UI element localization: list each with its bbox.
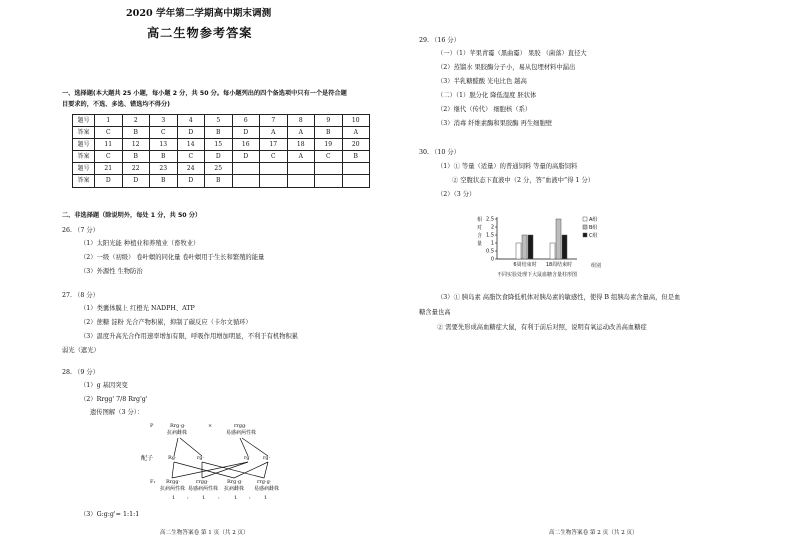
q30-heading: 30. （10 分） <box>419 149 460 156</box>
page1-footer: 高二生物答案卷 第 1 页（共 2 页） <box>160 530 249 536</box>
mcq-cell: 18 <box>287 139 315 151</box>
mcq-table-row <box>73 151 370 163</box>
mcq-cell: 10 <box>342 115 370 127</box>
mcq-row-header: 答案 <box>73 151 95 163</box>
bar-c-2 <box>562 235 567 259</box>
mcq-cell: D <box>232 151 260 163</box>
q27-answer-1: （1）类囊体膜上 红橙光 NADPH、ATP <box>80 305 195 312</box>
answer-key-title: 高二生物参考答案 <box>147 26 253 40</box>
q27-heading: 27. （8 分） <box>62 292 99 299</box>
mcq-cell: 13 <box>150 139 178 151</box>
q28-answer-4: （3）G:g:g'= 1:1:1 <box>80 511 140 518</box>
mcq-cell <box>315 163 343 175</box>
mcq-cell: B <box>205 127 233 139</box>
mcq-cell: C <box>95 127 123 139</box>
mcq-table-row <box>73 115 370 127</box>
bar-a-2 <box>550 243 555 259</box>
mcq-cell <box>287 175 315 187</box>
mcq-row-header: 题号 <box>73 163 95 175</box>
q30-answer-2: ② 空腹状态下直液中（2 分，答“血液中”得 1 分） <box>452 177 595 184</box>
parent1-phenotype: 抗病雌株 <box>167 430 188 436</box>
mcq-cell: C <box>177 151 205 163</box>
offspring-4-phenotype: 易感病雌株 <box>254 486 280 492</box>
offspring-2-phenotype: 易感病两性株 <box>188 486 219 492</box>
mcq-cell: 24 <box>177 163 205 175</box>
y-tick-label: 2.5 <box>486 216 494 223</box>
mcq-cell: 7 <box>260 115 288 127</box>
mcq-cell: 15 <box>205 139 233 151</box>
x-tick-label: 6周结束时 <box>513 262 537 268</box>
q29-answer-6: （3）消毒 纤维素酶和果胶酶 再生细胞壁 <box>437 120 553 127</box>
q26-answer-2: （2）一级（初级） 卷叶螟的同化量 卷叶螟用于生长和繁殖的能量 <box>80 254 265 261</box>
mcq-cell: 8 <box>287 115 315 127</box>
mcq-cell: 20 <box>342 139 370 151</box>
q26-heading: 26. （7 分） <box>62 227 99 234</box>
mcq-cell <box>342 163 370 175</box>
q27-answer-3: （3）温度升高光合作用速率增加有限，呼吸作用增加明显，不利于有机物积累 <box>80 333 299 340</box>
mcq-cell: C <box>150 127 178 139</box>
y-tick-label: 0.5 <box>486 248 494 255</box>
y-axis-label-char: 相 <box>477 217 483 223</box>
mcq-answer-table <box>72 114 370 188</box>
mcq-cell: 4 <box>177 115 205 127</box>
q29-answer-1: （一）（1）苹果青霉（黑曲霉） 果胶 （菌落）直径大 <box>437 50 587 57</box>
mcq-cell: 22 <box>122 163 150 175</box>
mcq-row-header: 答案 <box>73 175 95 187</box>
mcq-cell: B <box>150 175 178 187</box>
bar-b-1 <box>522 235 527 259</box>
mcq-cell: A <box>260 127 288 139</box>
mcq-cell: 25 <box>205 163 233 175</box>
q26-answer-3: （3）外源性 生物防治 <box>80 268 143 275</box>
legend-swatch <box>583 225 587 229</box>
ratio-4: 1 <box>264 495 268 501</box>
y-tick-label: 0 <box>490 256 494 263</box>
q30-answer-1: （1）① 等量（适量）的普通饲料 等量的高脂饲料 <box>437 163 578 170</box>
mcq-row-header: 题号 <box>73 139 95 151</box>
bar-c-1 <box>528 235 533 259</box>
section1-heading: 一、选择题(本大题共 25 小题，每小题 2 分，共 50 分。每小题列出的四个备选项中只有一个是符合题 <box>62 90 347 97</box>
mcq-cell <box>315 175 343 187</box>
parent2-genotype: rrgg· <box>234 423 247 429</box>
ratio-2: 1 <box>202 495 206 501</box>
mcq-cell <box>232 175 260 187</box>
parent2-phenotype: 易感病两性株 <box>226 430 257 436</box>
mcq-cell: D <box>122 175 150 187</box>
mcq-row-header: 题号 <box>73 115 95 127</box>
blood-glucose-bar-chart <box>475 211 615 291</box>
offspring-3-genotype: Rrg·g· <box>227 479 243 485</box>
mcq-cell: 2 <box>122 115 150 127</box>
mcq-cell: C <box>95 151 123 163</box>
offspring-1-phenotype: 抗病两性株 <box>160 486 186 492</box>
q28-answer-2: （2）Rrgg' 7/8 Rrg'g' <box>80 396 148 403</box>
chart-canvas <box>475 211 615 291</box>
q29-answer-2: （2）蒸馏水 果胶酶分子小，易从包埋材料中漏出 <box>437 64 576 71</box>
mcq-cell: 23 <box>150 163 178 175</box>
mcq-table-row <box>73 139 370 151</box>
mcq-cell: D <box>205 151 233 163</box>
legend-label: C组 <box>589 233 598 239</box>
ratio-sep-3: : <box>249 495 251 501</box>
mcq-table-row <box>73 127 370 139</box>
parent-generation-label: P <box>150 423 154 429</box>
offspring-4-genotype: rrg·g· <box>257 479 272 485</box>
section2-heading: 二、非选择题（除说明外，每处 1 分，共 50 分） <box>62 212 202 219</box>
mcq-cell: 17 <box>260 139 288 151</box>
y-tick-label: 2 <box>490 224 494 231</box>
q30-answer-3: （2）（3 分） <box>437 191 476 198</box>
q27-answer-4: 弱光（遮光） <box>62 347 100 354</box>
mcq-cell: 12 <box>122 139 150 151</box>
mcq-cell: B <box>150 151 178 163</box>
mcq-cell: C <box>315 151 343 163</box>
mcq-cell: 3 <box>150 115 178 127</box>
mcq-cell <box>260 163 288 175</box>
mcq-cell: A <box>287 127 315 139</box>
mcq-cell: 19 <box>315 139 343 151</box>
ratio-sep-2: : <box>218 495 220 501</box>
q29-answer-4: （二）（1）脱分化 降低湿度 胚状体 <box>437 92 537 99</box>
q28-answer-1: （1）g 基因突变 <box>80 382 128 389</box>
parent1-genotype: Rrg·g· <box>170 423 186 429</box>
mcq-cell: 16 <box>232 139 260 151</box>
mcq-cell: B <box>122 127 150 139</box>
q29-answer-3: （3）半乳糖醛酸 光电比色 越高 <box>437 78 527 85</box>
y-tick-label: 1 <box>490 240 494 247</box>
mcq-cell: 14 <box>177 139 205 151</box>
gamete-2: rg· <box>197 455 205 461</box>
offspring-1-genotype: Rrgg· <box>166 479 181 485</box>
genetic-cross-diagram <box>141 422 300 514</box>
mcq-cell: D <box>232 127 260 139</box>
y-axis-label-char: 对 <box>477 225 483 231</box>
mcq-cell <box>342 175 370 187</box>
offspring-2-genotype: rrgg· <box>196 479 209 485</box>
mcq-cell <box>232 163 260 175</box>
gamete-label: 配子 <box>141 455 154 462</box>
mcq-cell: 21 <box>95 163 123 175</box>
mcq-cell <box>260 175 288 187</box>
mcq-cell: B <box>342 151 370 163</box>
q30-answer-5: 糖含量也高 <box>419 309 451 316</box>
y-axis-label-char: 含 <box>477 233 483 239</box>
y-tick-label: 1.5 <box>486 232 494 239</box>
gamete-3: rg <box>244 455 250 461</box>
mcq-cell: D <box>95 175 123 187</box>
ratio-1: 1 <box>172 495 176 501</box>
mcq-cell: B <box>122 151 150 163</box>
bar-b-2 <box>556 219 561 259</box>
gamete-1: Rg· <box>168 455 177 461</box>
q28-answer-3: 遗传图解（3 分）： <box>90 409 144 416</box>
mcq-cell: 11 <box>95 139 123 151</box>
mcq-cell: 5 <box>205 115 233 127</box>
mcq-row-header: 答案 <box>73 127 95 139</box>
exam-title: 2020 学年第二学期高中期末调测 <box>126 8 272 19</box>
q30-answer-6: ② 需要先形成高血糖症大鼠，有利于前后对照，说明有氧运动改善高血糖症 <box>437 324 647 331</box>
mcq-table-row <box>73 175 370 187</box>
ratio-3: 1 <box>234 495 238 501</box>
mcq-cell: D <box>177 175 205 187</box>
mcq-cell: C <box>260 151 288 163</box>
mcq-table-row <box>73 163 370 175</box>
cross-symbol: × <box>208 423 213 429</box>
mcq-cell: 6 <box>232 115 260 127</box>
q26-answer-1: （1）太阳光能 种植业和养殖业（畜牧业） <box>80 240 200 247</box>
mcq-cell: 1 <box>95 115 123 127</box>
x-tick-label: 18周结束时 <box>545 262 573 268</box>
gamete-4: rg· <box>263 455 271 461</box>
mcq-cell: D <box>177 127 205 139</box>
q30-answer-4: （3）① 胰岛素 高脂饮食降低机体对胰岛素的敏感性，使得 B 组胰岛素含量高，但是血 <box>437 294 681 301</box>
q29-answer-5: （2）继代（传代） 细胞核（系） <box>437 106 532 113</box>
mcq-cell: A <box>342 127 370 139</box>
legend-label: A组 <box>589 217 598 223</box>
q28-heading: 28. （9 分） <box>62 369 99 376</box>
page2-footer: 高二生物答案卷 第 2 页（共 2 页） <box>549 530 638 536</box>
q29-heading: 29. （16 分） <box>419 37 460 44</box>
mcq-cell <box>287 163 315 175</box>
y-axis-label-char: 量 <box>477 241 483 247</box>
mcq-cell: A <box>287 151 315 163</box>
bar-a-1 <box>516 243 521 259</box>
legend-swatch <box>583 233 587 237</box>
f1-generation-label: F₁ <box>150 479 156 485</box>
section1-heading-cont: 目要求的，不选、多选、错选均不得分) <box>62 101 171 108</box>
offspring-3-phenotype: 抗病雌株 <box>224 486 245 492</box>
ratio-sep-1: : <box>187 495 189 501</box>
legend-label: B组 <box>589 225 598 231</box>
mcq-cell: B <box>315 127 343 139</box>
legend-swatch <box>583 217 587 221</box>
x-axis-label: 组别 <box>591 263 602 269</box>
mcq-cell: 9 <box>315 115 343 127</box>
q27-answer-2: （2）蔗糖 淀粉 光合产物积累，抑制了碳反应（卡尔文循环） <box>80 319 252 326</box>
chart-caption: 不同实验处理下大鼠血糖含量柱形图 <box>496 272 578 278</box>
mcq-cell: B <box>205 175 233 187</box>
